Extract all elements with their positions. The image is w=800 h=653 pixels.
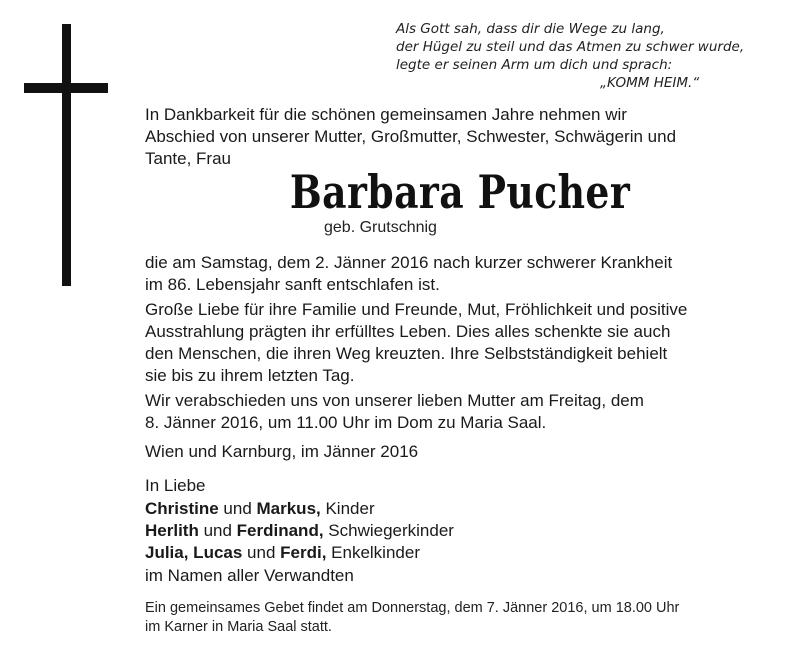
tribute-line: Große Liebe für ihre Familie und Freunde, Mut, Fröhlichkeit und positive bbox=[145, 300, 688, 319]
mourner-name: Markus, bbox=[256, 499, 321, 518]
deceased-name: Barbara Pucher bbox=[289, 165, 631, 219]
mourner-name: Julia, Lucas bbox=[145, 543, 243, 562]
in-love: In Liebe bbox=[145, 476, 206, 495]
farewell-line: Wir verabschieden uns von unserer lieben Mutter am Freitag, dem bbox=[145, 391, 644, 410]
tribute-line: Ausstrahlung prägten ihr erfülltes Leben. Dies alles schenkte sie auch bbox=[145, 322, 671, 341]
mourner-conjunction: und bbox=[218, 499, 257, 518]
mourner-role: Schwiegerkinder bbox=[323, 521, 454, 540]
poem-line: legte er seinen Arm um dich und sprach: bbox=[396, 57, 673, 73]
mourner-row bbox=[145, 542, 454, 564]
poem-line: Als Gott sah, dass dir die Wege zu lang, bbox=[396, 21, 665, 37]
mourners-list bbox=[145, 498, 454, 564]
mourner-name: Herlith bbox=[145, 521, 199, 540]
mourner-role: Kinder bbox=[320, 499, 375, 518]
farewell-line: 8. Jänner 2016, um 11.00 Uhr im Dom zu Maria Saal. bbox=[145, 413, 547, 432]
deceased-name-row bbox=[83, 165, 739, 219]
farewell-text bbox=[145, 390, 644, 434]
death-line: im 86. Lebensjahr sanft entschlafen ist. bbox=[145, 275, 440, 294]
prayer-notice bbox=[145, 599, 679, 637]
tribute-line: den Menschen, die ihren Weg kreuzten. Ihre Selbstständigkeit behielt bbox=[145, 344, 668, 363]
poem bbox=[396, 20, 776, 92]
poem-line: „KOMM HEIM.“ bbox=[600, 75, 700, 91]
intro-text bbox=[145, 104, 676, 170]
poem-line: der Hügel zu steil und das Atmen zu schwer wurde, bbox=[396, 39, 745, 55]
mourner-conjunction: und bbox=[242, 543, 281, 562]
tribute-line: sie bis zu ihrem letzten Tag. bbox=[145, 366, 355, 385]
prayer-line: Ein gemeinsames Gebet findet am Donnerstag, dem 7. Jänner 2016, um 18.00 Uhr bbox=[145, 600, 680, 616]
mourner-name: Christine bbox=[145, 499, 219, 518]
mourner-conjunction: und bbox=[198, 521, 237, 540]
mourner-row bbox=[145, 520, 454, 542]
place-date: Wien und Karnburg, im Jänner 2016 bbox=[145, 442, 419, 461]
cross-horizontal-bar bbox=[24, 83, 108, 93]
birth-name: geb. Grutschnig bbox=[324, 219, 437, 236]
mourner-name: Ferdinand, bbox=[236, 521, 324, 540]
relatives-line: im Namen aller Verwandten bbox=[145, 566, 354, 585]
intro-line: In Dankbarkeit für die schönen gemeinsamen Jahre nehmen wir bbox=[145, 105, 627, 124]
death-line: die am Samstag, dem 2. Jänner 2016 nach kurzer schwerer Krankheit bbox=[145, 253, 673, 272]
mourner-role: Enkelkinder bbox=[326, 543, 420, 562]
mourner-row bbox=[145, 498, 454, 520]
prayer-line: im Karner in Maria Saal statt. bbox=[145, 619, 332, 635]
tribute-text bbox=[145, 299, 687, 387]
intro-line: Tante, Frau bbox=[145, 149, 231, 168]
death-notice bbox=[145, 252, 672, 296]
mourner-name: Ferdi, bbox=[280, 543, 327, 562]
cross-vertical-bar bbox=[62, 24, 71, 286]
intro-line: Abschied von unserer Mutter, Großmutter, Schwester, Schwägerin und bbox=[145, 127, 677, 146]
